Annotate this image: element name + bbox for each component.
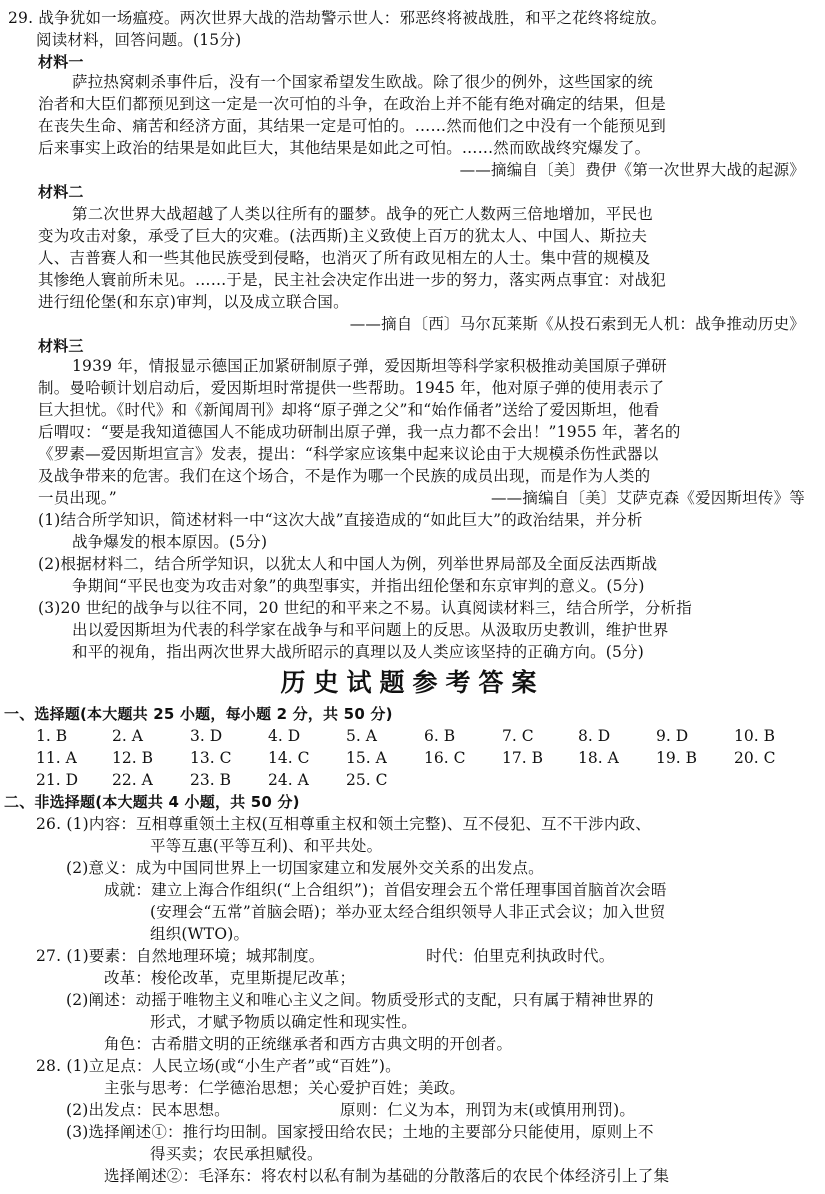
- answer-line: 形式，才赋予物质以确定性和现实性。: [150, 1013, 417, 1031]
- material-1-line: 在丧失生命、痛苦和经济方面，其结果一定是可怕的。……然而他们之中没有一个能预见到: [38, 117, 667, 135]
- choice-answer: 18. A: [578, 749, 619, 767]
- choice-answer: 20. C: [734, 749, 776, 767]
- choice-answer: 4. D: [268, 727, 301, 745]
- choice-answer: 22. A: [112, 771, 153, 789]
- section-1-heading: 一、选择题(本大题共 25 小题，每小题 2 分，共 50 分): [4, 705, 393, 723]
- material-2-line: 变为攻击对象，承受了巨大的灾难。(法西斯)主义致使上百万的犹太人、中国人、斯拉夫: [38, 227, 648, 245]
- choice-answer: 5. A: [346, 727, 377, 745]
- answer-line: (2)出发点：民本思想。: [66, 1101, 230, 1119]
- answer-line: 改革：梭伦改革，克里斯提尼改革；: [104, 969, 356, 987]
- answer-line: 26. (1)内容：互相尊重领土主权(互相尊重主权和领土完整)、互不侵犯、互不干涉内政、: [36, 815, 651, 833]
- answer-line: 主张与思考：仁学德治思想；关心爱护百姓；美政。: [104, 1079, 466, 1097]
- choice-answer: 8. D: [578, 727, 611, 745]
- answer-line: 28. (1)立足点：人民立场(或“小生产者”或“百姓”)。: [36, 1057, 401, 1075]
- choice-answer: 10. B: [734, 727, 775, 745]
- material-1-line: 萨拉热窝刺杀事件后，没有一个国家希望发生欧战。除了很少的例外，这些国家的统: [72, 73, 653, 91]
- answer-line: 成就：建立上海合作组织(“上合组织”)；首倡安理会五个常任理事国首脑首次会晤: [104, 881, 667, 899]
- answer-line: 27. (1)要素：自然地理环境；城邦制度。: [36, 947, 325, 965]
- answer-line: 原则：仁义为本，刑罚为末(或慎用刑罚)。: [340, 1101, 636, 1119]
- choice-answer: 14. C: [268, 749, 310, 767]
- choice-answer: 23. B: [190, 771, 231, 789]
- answer-line: 选择阐述②：毛泽东：将农村以私有制为基础的分散落后的农民个体经济引上了集: [104, 1167, 670, 1185]
- material-3-line: 后喟叹：“要是我知道德国人不能成功研制出原子弹，我一点力都不会出！”1955 年，著名的: [38, 423, 681, 441]
- choice-answer: 17. B: [502, 749, 543, 767]
- material-3-line: 巨大担忧。《时代》和《新闻周刊》却将“原子弹之父”和“始作俑者”送给了爱因斯坦，他看: [38, 401, 660, 419]
- material-1-line: 治者和大臣们都预见到这一定是一次可怕的斗争，在政治上并不能有绝对确定的结果，但是: [38, 95, 667, 113]
- choice-answer: 6. B: [424, 727, 456, 745]
- answer-line: 得买卖；农民承担赋役。: [150, 1145, 323, 1163]
- material-2-line: 第二次世界大战超越了人类以往所有的噩梦。战争的死亡人数两三倍地增加，平民也: [72, 205, 653, 223]
- material-3-line: 《罗素—爱因斯坦宣言》发表，提出：“科学家应该集中起来议论由于大规模杀伤性武器以: [38, 445, 659, 463]
- choice-answer: 16. C: [424, 749, 466, 767]
- section-2-heading: 二、非选择题(本大题共 4 小题，共 50 分): [4, 793, 300, 811]
- sub-question-3-cont: 和平的视角，指出两次世界大战所昭示的真理以及人类应该坚持的正确方向。(5分): [72, 643, 645, 661]
- material-2-line: 其惨绝人寰前所未见。……于是，民主社会决定作出进一步的努力，落实两点事宜：对战犯: [38, 271, 667, 289]
- material-1-line: 后来事实上政治的结果是如此巨大，其他结果是如此之可怕。……然而欧战终究爆发了。: [38, 139, 651, 157]
- choice-answer: 11. A: [36, 749, 77, 767]
- choice-answer: 7. C: [502, 727, 534, 745]
- choice-answer: 21. D: [36, 771, 79, 789]
- answer-key-title: 历史试题参考答案: [280, 668, 545, 697]
- sub-question-2: (2)根据材料二，结合所学知识，以犹太人和中国人为例，列举世界局部及全面反法西斯战: [38, 555, 658, 573]
- answer-line: 角色：古希腊文明的正统继承者和西方古典文明的开创者。: [104, 1035, 513, 1053]
- material-3-line: 制。曼哈顿计划启动后，爱因斯坦时常提供一些帮助。1945 年，他对原子弹的使用表示了: [38, 379, 665, 397]
- answer-line: 平等互惠(平等互利)、和平共处。: [150, 837, 383, 855]
- answer-line: 组织(WTO)。: [150, 925, 250, 943]
- material-1-label: 材料一: [38, 53, 84, 71]
- material-3-last-line: 一员出现。”: [38, 489, 117, 507]
- material-3-source: ——摘编自〔美〕艾萨克森《爱因斯坦传》等: [490, 489, 805, 507]
- choice-answer: 12. B: [112, 749, 153, 767]
- material-2-line: 进行纽伦堡(和东京)审判，以及成立联合国。: [38, 293, 349, 311]
- material-3-line: 1939 年，情报显示德国正加紧研制原子弹，爱因斯坦等科学家积极推动美国原子弹研: [72, 357, 667, 375]
- q29-prompt-line-2: 阅读材料，回答问题。(15分): [36, 31, 242, 49]
- answer-line: 时代：伯里克利执政时代。: [426, 947, 615, 965]
- sub-question-1-cont: 战争爆发的根本原因。(5分): [72, 533, 268, 551]
- material-3-line: 及战争带来的危害。我们在这个场合，不是作为哪一个民族的成员出现，而是作为人类的: [38, 467, 651, 485]
- choice-answer: 9. D: [656, 727, 689, 745]
- choice-answer: 2. A: [112, 727, 143, 745]
- choice-answer: 25. C: [346, 771, 388, 789]
- material-2-source: ——摘自〔西〕马尔瓦莱斯《从投石索到无人机：战争推动历史》: [349, 315, 805, 333]
- material-2-line: 人、吉普赛人和一些其他民族受到侵略，也消灭了所有政见相左的人士。集中营的规模及: [38, 249, 651, 267]
- sub-question-3-cont: 出以爱因斯坦为代表的科学家在战争与和平问题上的反思。从汲取历史教训，维护世界: [72, 621, 669, 639]
- answer-line: (2)阐述：动摇于唯物主义和唯心主义之间。物质受形式的支配，只有属于精神世界的: [66, 991, 654, 1009]
- answer-line: (2)意义：成为中国同世界上一切国家建立和发展外交关系的出发点。: [66, 859, 544, 877]
- choice-answer: 15. A: [346, 749, 387, 767]
- choice-answer: 13. C: [190, 749, 232, 767]
- material-1-source: ——摘编自〔美〕费伊《第一次世界大战的起源》: [459, 161, 805, 179]
- sub-question-2-cont: 争期间“平民也变为攻击对象”的典型事实，并指出纽伦堡和东京审判的意义。(5分): [72, 577, 645, 595]
- answer-line: (3)选择阐述①：推行均田制。国家授田给农民；土地的主要部分只能使用，原则上不: [66, 1123, 654, 1141]
- choice-answer: 24. A: [268, 771, 309, 789]
- q29-prompt-line-1: 29. 战争犹如一场瘟疫。两次世界大战的浩劫警示世人：邪恶终将被战胜，和平之花终将绽放。: [8, 9, 667, 27]
- sub-question-3: (3)20 世纪的战争与以往不同，20 世纪的和平来之不易。认真阅读材料三，结合所学，分析指: [38, 599, 692, 617]
- material-3-label: 材料三: [38, 337, 84, 355]
- sub-question-1: (1)结合所学知识，简述材料一中“这次大战”直接造成的“如此巨大”的政治结果，并分析: [38, 511, 643, 529]
- choice-answer: 1. B: [36, 727, 68, 745]
- choice-answer: 3. D: [190, 727, 223, 745]
- material-2-label: 材料二: [38, 183, 84, 201]
- answer-line: (安理会“五常”首脑会晤)；举办亚太经合组织领导人非正式会议；加入世贸: [150, 903, 666, 921]
- choice-answer: 19. B: [656, 749, 697, 767]
